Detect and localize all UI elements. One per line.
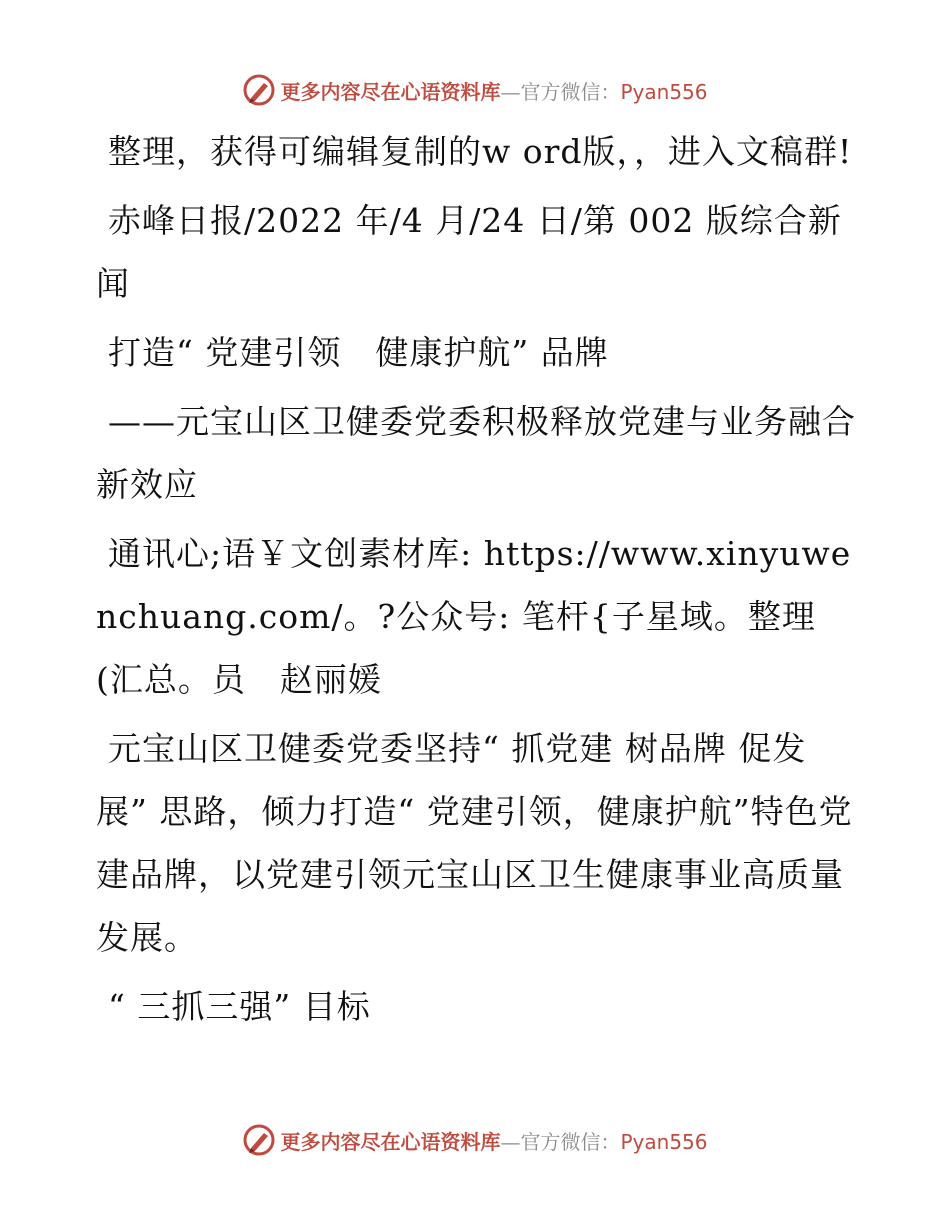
paragraph-source: 赤峰日报/2022 年/4 月/24 日/第 002 版综合新闻 <box>96 201 842 303</box>
banner-text <box>280 76 707 105</box>
banner-dash: — <box>500 1129 521 1154</box>
pen-logo-icon <box>242 1123 276 1157</box>
header-banner <box>0 70 950 110</box>
section-heading: “ 三抓三强” 目标 <box>108 987 371 1026</box>
footer-banner <box>0 1120 950 1160</box>
banner-wechat-id: Pyan556 <box>620 1129 708 1154</box>
article-subtitle: ——元宝山区卫健委党委积极释放党建与业务融合新效应 <box>96 402 856 504</box>
paragraph-correspondent: 通讯心;语￥文创素材库: https://www.xinyuwenchuang.com/。?公众号: 笔杆{子星域。整理(汇总。员 赵丽媛 <box>96 534 852 699</box>
banner-main-text: 更多内容尽在心语资料库 <box>280 79 501 104</box>
banner-official-label: 官方微信： <box>520 79 621 104</box>
article-title: 打造“ 党建引领 健康护航” 品牌 <box>108 333 609 372</box>
document-body <box>96 120 856 1044</box>
banner-official-label: 官方微信： <box>520 1129 621 1154</box>
banner-dash: — <box>500 79 521 104</box>
paragraph-body: 元宝山区卫健委党委坚持“ 抓党建 树品牌 促发展” 思路，倾力打造“ 党建引领，健康护航”特色党建品牌，以党建引领元宝山区卫生健康事业高质量发展。 <box>96 729 853 957</box>
banner-wechat-id: Pyan556 <box>620 79 708 104</box>
paragraph-intro: 整理，获得可编辑复制的w ord版，，进入文稿群! <box>108 132 853 171</box>
pen-logo-icon <box>242 73 276 107</box>
banner-text <box>280 1126 707 1155</box>
banner-main-text: 更多内容尽在心语资料库 <box>280 1129 501 1154</box>
